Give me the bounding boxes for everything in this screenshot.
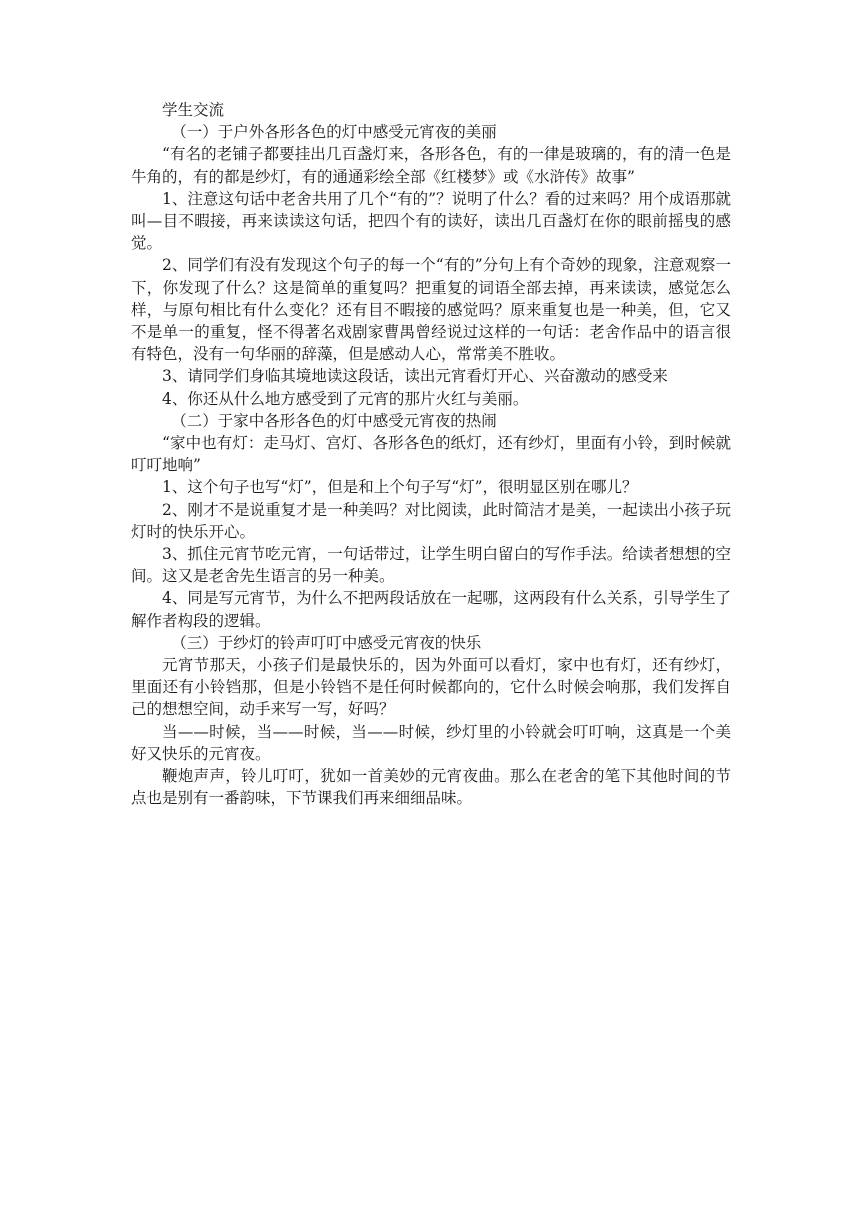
document-body <box>131 99 731 810</box>
subsection-heading-3: （三）于纱灯的铃声叮叮中感受元宵夜的快乐 <box>171 633 482 652</box>
subsection-heading-2: （二）于家中各形各色的灯中感受元宵夜的热闹 <box>171 411 497 430</box>
closing-paragraph: 鞭炮声声，铃儿叮叮，犹如一首美妙的元宵夜曲。那么在老舍的笔下其他时间的节点也是别有一番韵味，下节课我们再来细细品味。 <box>131 767 731 808</box>
question-paragraph: 4、同是写元宵节，为什么不把两段话放在一起哪，这两段有什么关系，引导学生了解作者构段的逻辑。 <box>131 589 731 630</box>
body-paragraph: 当——时候，当——时候，当——时候，纱灯里的小铃就会叮叮响，这真是一个美好又快乐的元宵夜。 <box>131 722 731 763</box>
quote-paragraph: “家中也有灯：走马灯、宫灯、各形各色的纸灯，还有纱灯，里面有小铃，到时候就叮叮地响” <box>131 434 731 475</box>
body-paragraph: 元宵节那天，小孩子们是最快乐的，因为外面可以看灯，家中也有灯，还有纱灯，里面还有小铃铛那，但是小铃铛不是任何时候都向的，它什么时候会响那，我们发挥自己的想想空间，动手来写一写，好吗？ <box>131 656 731 719</box>
question-paragraph: 3、抓住元宵节吃元宵，一句话带过，让学生明白留白的写作手法。给读者想想的空间。这又是老舍先生语言的另一种美。 <box>131 545 731 586</box>
question-paragraph: 3、请同学们身临其境地读这段话，读出元宵看灯开心、兴奋激动的感受来 <box>162 367 668 386</box>
question-paragraph: 1、注意这句话中老舍共用了几个“有的”？说明了什么？看的过来吗？用个成语那就叫—目不暇接，再来读读这句话，把四个有的读好，读出几百盏灯在你的眼前摇曳的感觉。 <box>131 189 731 253</box>
question-paragraph: 4、你还从什么地方感受到了元宵的那片火红与美丽。 <box>162 389 529 408</box>
question-paragraph: 2、刚才不是说重复才是一种美吗？对比阅读，此时简洁才是美，一起读出小孩子玩灯时的快乐开心。 <box>131 500 731 541</box>
subsection-heading-1: （一）于户外各形各色的灯中感受元宵夜的美丽 <box>171 123 497 142</box>
question-paragraph: 1、这个句子也写“灯”，但是和上个句子写“灯”，很明显区别在哪儿？ <box>162 478 638 497</box>
section-heading: 学生交流 <box>162 101 225 119</box>
quote-paragraph: “有名的老铺子都要挂出几百盏灯来，各形各色，有的一律是玻璃的，有的清一色是牛角的，有的都是纱灯，有的通通彩绘全部《红楼梦》或《水浒传》故事” <box>131 145 731 186</box>
question-paragraph: 2、同学们有没有发现这个句子的每一个“有的”分句上有个奇妙的现象，注意观察一下，你发现了什么？这是简单的重复吗？把重复的词语全部去掉，再来读读，感觉怎么样，与原句相比有什么变化？还有目不暇接的感觉吗？原来重复也是一种美，但，它又不是单一的重复，怪不得著名戏剧家曹禺曾经说过这样的一句话：老舍作品中的语言很有特色，没有一句华丽的辞藻，但是感动人心，常常美不胜收。 <box>131 256 731 364</box>
